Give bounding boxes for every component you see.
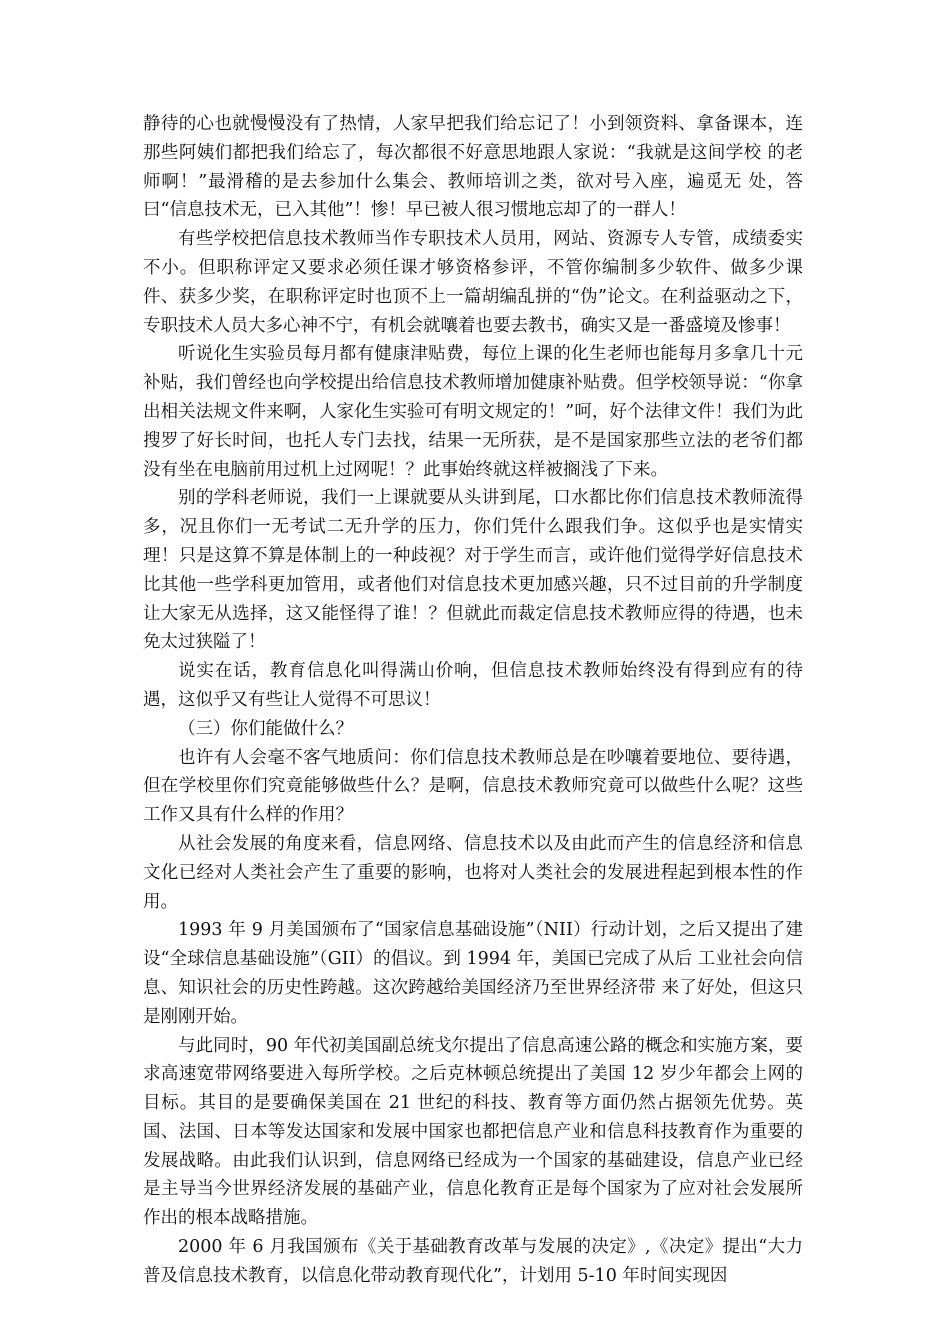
document-page [143, 110, 803, 1291]
paragraph-social-development: 从社会发展的角度来看，信息网络、信息技术以及由此而产生的信息经济和信息文化已经对人类社会产生了重要的影响，也将对人类社会的发展进程起到根本性的作用。 [143, 833, 803, 912]
paragraph-forgotten: 静待的心也就慢慢没有了热情，人家早把我们给忘记了！小到领资料、拿备课本，连 那些阿姨们都把我们给忘了，每次都很不好意思地跟人家说：“我就是这间学校 的老师啊！”最滑稽的是去参加什么集会、教师培训之类，欲对号入座，遍觅无 处，答曰“信息技术无，已入其他”！惨！早已被人很习惯地忘却了的一群人！ [143, 114, 803, 221]
paragraph-china-2000: 2000 年 6 月我国颁布《关于基础教育改革与发展的决定》,《决定》提出“大力普及信息技术教育，以信息化带动教育现代化”，计划用 5-10 年时间实现因 [143, 1237, 803, 1286]
paragraph-question: 也许有人会毫不客气地质问：你们信息技术教师总是在吵嚷着要地位、要待遇，但在学校里你们究竟能够做些什么？是啊，信息技术教师究竟可以做些什么呢？这些工作又具有什么样的作用？ [143, 747, 803, 826]
paragraph-health-allowance: 听说化生实验员每月都有健康津贴费，每位上课的化生老师也能每月多拿几十元 补贴，我们曾经也向学校提出给信息技术教师增加健康补贴费。但学校领导说：“你拿出相关法规文件来啊，人家化生实验可有明文规定的！”呵，好个法律文件！我们为此搜罗了好长时间，也托人专门去找，结果一无所获，是不是国家那些立法的老爷们都没有坐在电脑前用过机上过网呢！？此事始终就这样被搁浅了下来。 [143, 344, 803, 480]
section-heading: （三）你们能做什么？ [178, 718, 353, 739]
paragraph-technical-staff: 有些学校把信息技术教师当作专职技术人员用，网站、资源专人专管，成绩委实不小。但职称评定又要求必须任课才够资格参评，不管你编制多少软件、做多少课件、获多少奖，在职称评定时也顶不上一篇胡编乱拼的“伪”论文。在利益驱动之下，专职技术人员大多心神不宁，有机会就嚷着也要去教书，确实又是一番盛境及惨事！ [143, 229, 803, 336]
paragraph-summary: 说实在话，教育信息化叫得满山价响，但信息技术教师始终没有得到应有的待遇，这似乎又有些让人觉得不可思议！ [143, 661, 803, 710]
paragraph-nii-1993: 1993 年 9 月美国颁布了“国家信息基础设施”（NII）行动计划，之后又提出了建设“全球信息基础设施”（GII）的倡议。到 1994 年，美国已完成了从后 工业社会向信息、知识社会的历史性跨越。这次跨越给美国经济乃至世界经济带 来了好处，但这只是刚刚开始。 [143, 920, 803, 1027]
paragraph-information-highway: 与此同时，90 年代初美国副总统戈尔提出了信息高速公路的概念和实施方案，要求高速宽带网络要进入每所学校。之后克林顿总统提出了美国 12 岁少年都会上网的目标。其目的是要确保美国在 21 世纪的科技、教育等方面仍然占据领先优势。英国、法国、日本等发达国家和发展中国家也都把信息产业和信息科技教育作为重要的发展战略。由此我们认识到，信息网络已经成为一个国家的基础建设，信息产业已经是主导当今世界经济发展的基础产业，信息化教育正是每个国家为了应对社会发展所作出的根本战略措施。 [143, 1035, 803, 1229]
paragraph-other-teachers: 别的学科老师说，我们一上课就要从头讲到尾，口水都比你们信息技术教师流得多，况且你们一无考试二无升学的压力，你们凭什么跟我们争。这似乎也是实情实理！只是这算不算是体制上的一种歧视？对于学生而言，或许他们觉得学好信息技术比其他一些学科更加管用，或者他们对信息技术更加感兴趣，只不过目前的升学制度让大家无从选择，这又能怪得了谁！？但就此而裁定信息技术教师应得的待遇，也未免太过狭隘了！ [143, 488, 803, 653]
